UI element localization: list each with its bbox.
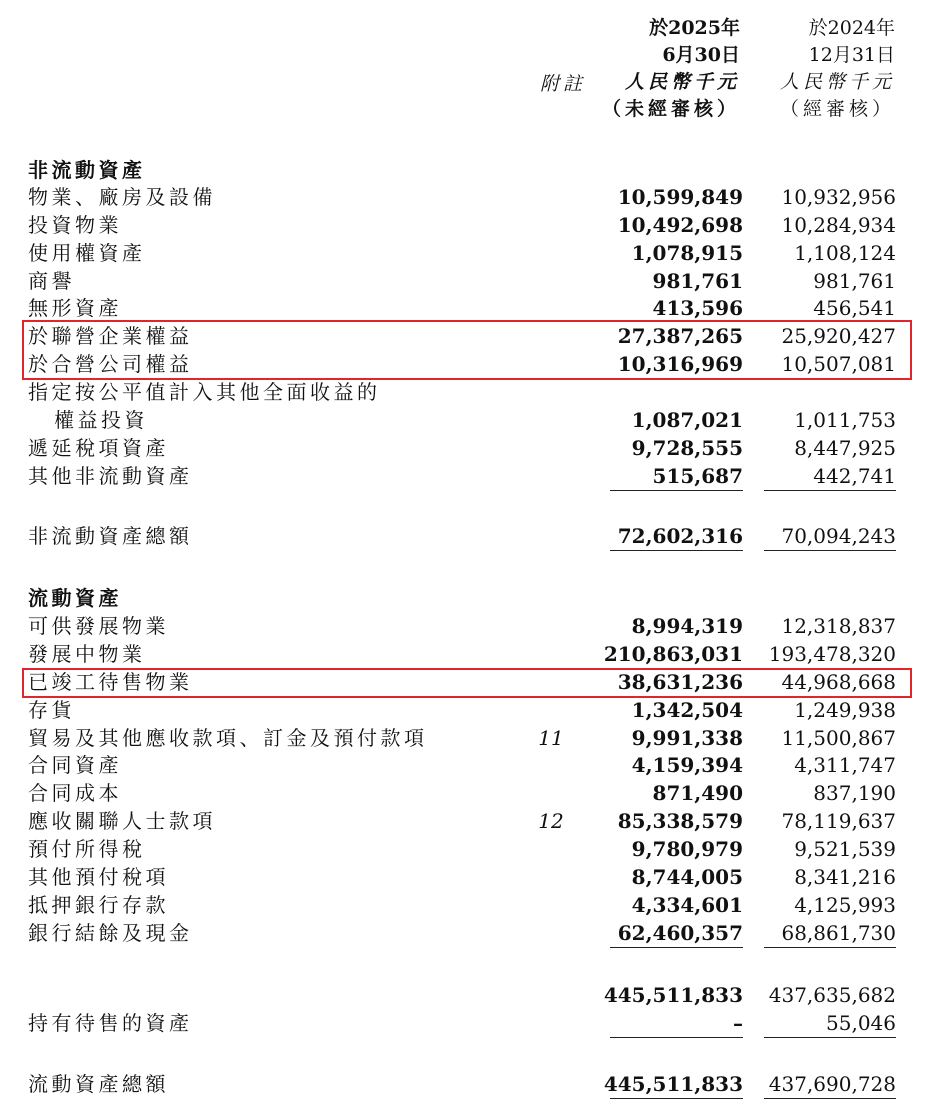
total-row-current: 流動資產總額 445,511,833 437,690,728 [28, 1072, 896, 1096]
table-row: 合同資產 4,159,394 4,311,747 [28, 753, 896, 777]
header-previous-audit: （經審核） [779, 98, 895, 120]
table-row: 投資物業 10,492,698 10,284,934 [28, 213, 896, 237]
header-previous-line1: 於2024年 [808, 17, 895, 39]
held-for-sale-row: 持有待售的資產 – 55,046 [28, 1011, 896, 1035]
note-ref: 11 [538, 726, 564, 750]
table-row: 權益投資 1,087,021 1,011,753 [54, 408, 896, 432]
table-row: 可供發展物業 8,994,319 12,318,837 [28, 614, 896, 638]
underline-rule [764, 1037, 896, 1038]
table-row: 存貨 1,342,504 1,249,938 [28, 698, 896, 722]
underline-rule [764, 1098, 896, 1099]
table-row: 其他非流動資產 515,687 442,741 [28, 464, 896, 488]
table-row: 抵押銀行存款 4,334,601 4,125,993 [28, 893, 896, 917]
underline-rule [610, 490, 743, 491]
table-row: 商譽 981,761 981,761 [28, 269, 896, 293]
underline-rule [764, 947, 896, 948]
table-row: 應收關聯人士款項 12 85,338,579 78,119,637 [28, 809, 896, 833]
table-row: 物業、廠房及設備 10,599,849 10,932,956 [28, 185, 896, 209]
header-current-line2: 6月30日 [662, 44, 740, 66]
underline-rule [610, 550, 743, 551]
underline-rule [610, 1037, 743, 1038]
header-previous-unit: 人民幣千元 [779, 71, 895, 93]
header-current-period [590, 15, 740, 123]
table-row: 銀行結餘及現金 62,460,357 68,861,730 [28, 921, 896, 945]
non-current-heading: 非流動資產 [28, 158, 146, 182]
total-row-non-current: 非流動資產總額 72,602,316 70,094,243 [28, 524, 896, 548]
section-heading-current [0, 584, 945, 612]
highlight-box-completed-properties [22, 668, 912, 698]
table-row: 無形資產 413,596 456,541 [28, 296, 896, 320]
header-current-audit: （未經審核） [601, 98, 740, 120]
table-row: 合同成本 871,490 837,190 [28, 781, 896, 805]
table-row: 已竣工待售物業 38,631,236 44,968,668 [28, 670, 896, 694]
highlight-box-associates-joint-ventures [22, 320, 912, 380]
header-previous-period [745, 15, 895, 123]
table-row: 發展中物業 210,863,031 193,478,320 [28, 642, 896, 666]
table-row: 於合營公司權益 10,316,969 10,507,081 [28, 352, 896, 376]
underline-rule [610, 1098, 743, 1099]
header-note-label: 附註 [539, 73, 586, 95]
current-heading: 流動資產 [28, 586, 122, 610]
underline-rule [764, 550, 896, 551]
subtotal-row: 445,511,833 437,635,682 [603, 983, 896, 1007]
section-heading-non-current [0, 156, 945, 184]
table-row: 貿易及其他應收款項、訂金及預付款項 11 9,991,338 11,500,867 [28, 726, 896, 750]
table-row: 指定按公平值計入其他全面收益的 [28, 380, 381, 404]
table-row: 其他預付稅項 8,744,005 8,341,216 [28, 865, 896, 889]
header-current-unit: 人民幣千元 [624, 71, 740, 93]
table-row: 使用權資產 1,078,915 1,108,124 [28, 241, 896, 265]
underline-rule [610, 947, 743, 948]
note-ref: 12 [538, 809, 564, 833]
header-previous-line2: 12月31日 [808, 44, 895, 66]
table-row: 預付所得稅 9,780,979 9,521,539 [28, 837, 896, 861]
underline-rule [764, 490, 896, 491]
table-row: 遞延稅項資產 9,728,555 8,447,925 [28, 436, 896, 460]
table-row: 於聯營企業權益 27,387,265 25,920,427 [28, 324, 896, 348]
header-current-line1: 於2025年 [649, 17, 740, 39]
